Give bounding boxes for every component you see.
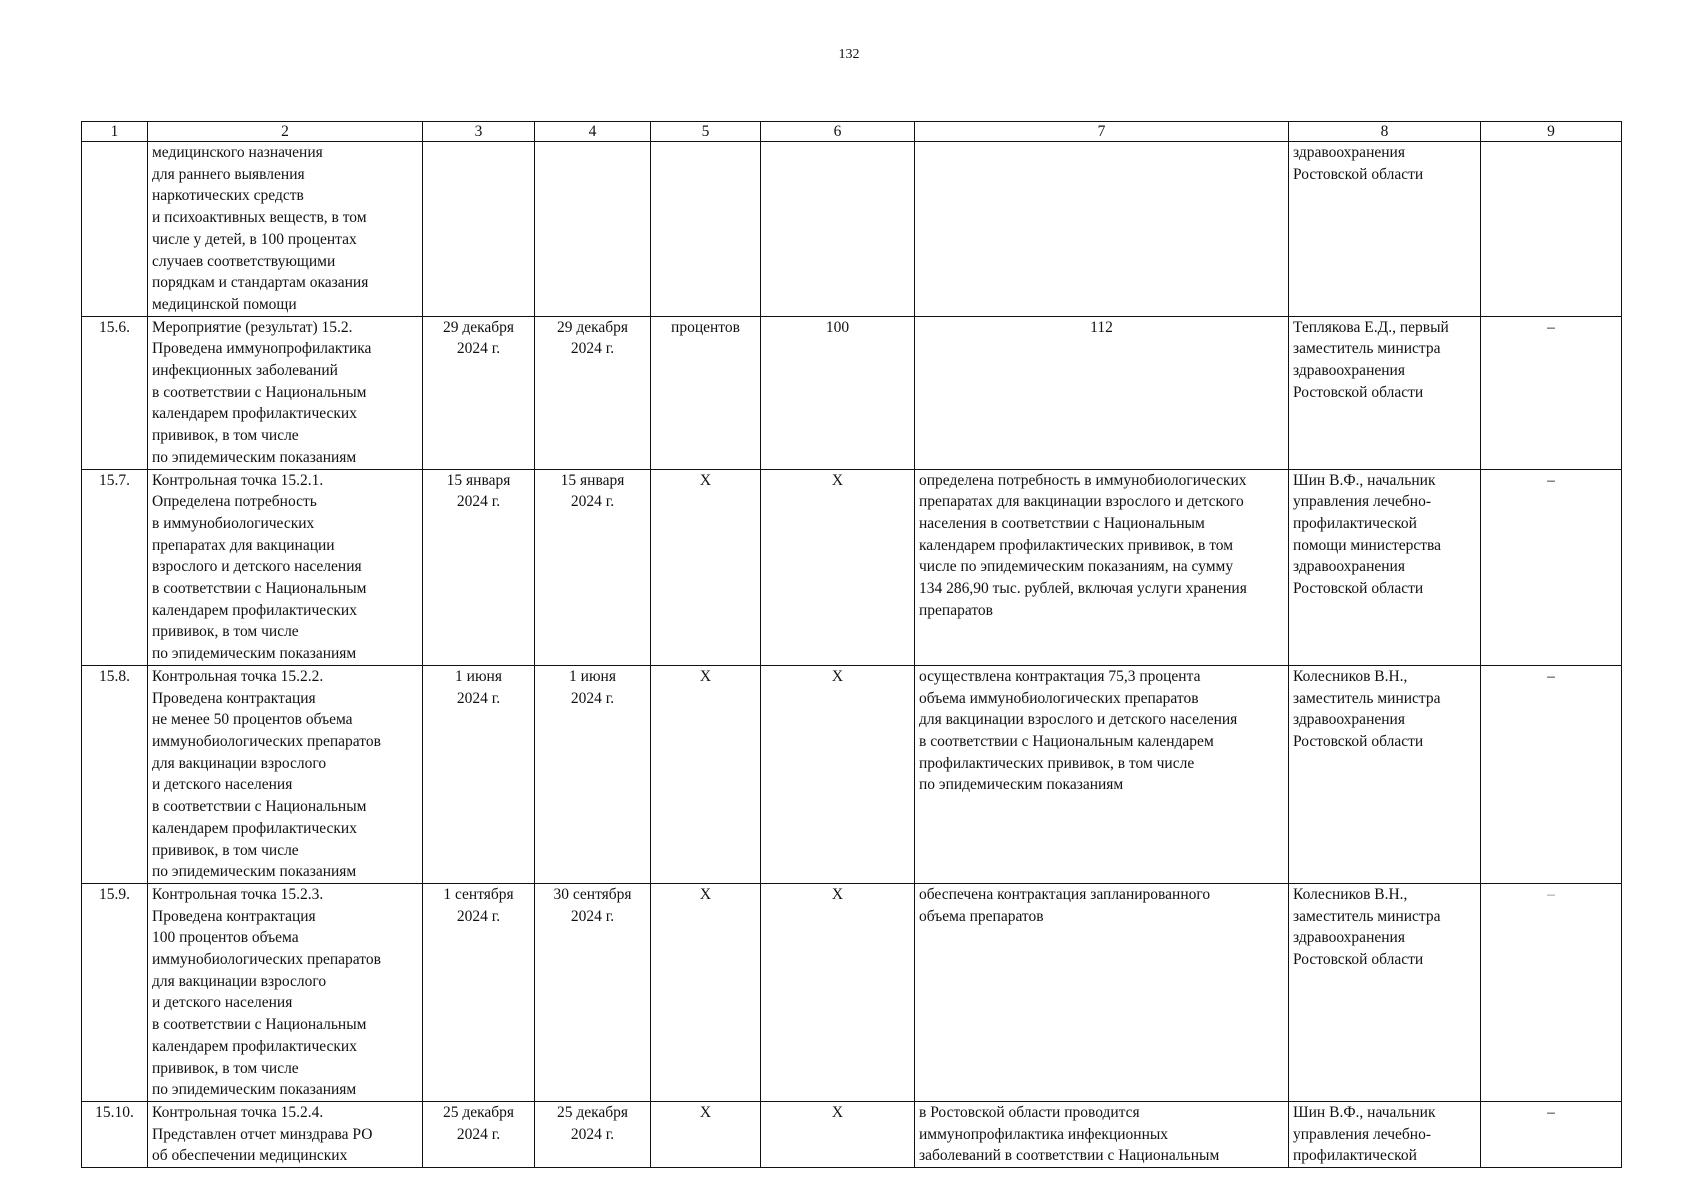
row-number [82, 142, 148, 317]
row-end-date: 1 июня 2024 г. [535, 665, 651, 883]
row-unit: Х [651, 1101, 761, 1167]
table-row [82, 142, 1622, 317]
row-responsible: Теплякова Е.Д., первый заместитель министра здравоохранения Ростовской области [1289, 316, 1481, 469]
row-result: 112 [915, 316, 1289, 469]
column-header: 5 [651, 122, 761, 142]
row-end-date: 25 декабря 2024 г. [535, 1101, 651, 1167]
row-responsible: Колесников В.Н., заместитель министра здравоохранения Ростовской области [1289, 883, 1481, 1101]
column-header: 7 [915, 122, 1289, 142]
row-name: Контрольная точка 15.2.4. Представлен отчет минздрава РО об обеспечении медицинских [148, 1101, 423, 1167]
column-header: 2 [148, 122, 423, 142]
row-responsible: Шин В.Ф., начальник управления лечебно- профилактической [1289, 1101, 1481, 1167]
row-unit: процентов [651, 316, 761, 469]
report-table [81, 121, 1622, 1168]
row-responsible: здравоохранения Ростовской области [1289, 142, 1481, 317]
table-row [82, 665, 1622, 883]
row-plan: Х [761, 883, 915, 1101]
row-note: – [1481, 883, 1622, 1101]
row-responsible: Колесников В.Н., заместитель министра здравоохранения Ростовской области [1289, 665, 1481, 883]
row-result: обеспечена контрактация запланированного объема препаратов [915, 883, 1289, 1101]
row-responsible: Шин В.Ф., начальник управления лечебно- профилактической помощи министерства здравоохранения Ростовской области [1289, 469, 1481, 665]
column-header: 6 [761, 122, 915, 142]
row-name: Контрольная точка 15.2.1. Определена потребность в иммунобиологических препаратах для вакцинации взрослого и детского населения в соответствии с Национальным календарем профилактических прививок, в том числе по эпидемическим показаниям [148, 469, 423, 665]
row-start-date: 29 декабря 2024 г. [423, 316, 535, 469]
row-name: медицинского назначения для раннего выявления наркотических средств и психоактивных веществ, в том числе у детей, в 100 процентах случаев соответствующими порядкам и стандартам оказания медицинской помощи [148, 142, 423, 317]
row-result: определена потребность в иммунобиологических препаратах для вакцинации взрослого и детского населения в соответствии с Национальным календарем профилактических прививок, в том числе по эпидемическим показаниям, на сумму 134 286,90 тыс. рублей, включая услуги хранения препаратов [915, 469, 1289, 665]
row-name: Контрольная точка 15.2.3. Проведена контрактация 100 процентов объема иммунобиологических препаратов для вакцинации взрослого и детского населения в соответствии с Национальным календарем профилактических прививок, в том числе по эпидемическим показаниям [148, 883, 423, 1101]
row-result: в Ростовской области проводится иммунопрофилактика инфекционных заболеваний в соответствии с Национальным [915, 1101, 1289, 1167]
column-number-header-row [82, 122, 1622, 142]
column-header: 3 [423, 122, 535, 142]
row-start-date: 25 декабря 2024 г. [423, 1101, 535, 1167]
table-row [82, 316, 1622, 469]
row-note: – [1481, 316, 1622, 469]
row-start-date [423, 142, 535, 317]
row-name: Контрольная точка 15.2.2. Проведена контрактация не менее 50 процентов объема иммунобиологических препаратов для вакцинации взрослого и детского населения в соответствии с Национальным календарем профилактических прививок, в том числе по эпидемическим показаниям [148, 665, 423, 883]
row-number: 15.9. [82, 883, 148, 1101]
row-unit: Х [651, 883, 761, 1101]
row-number: 15.8. [82, 665, 148, 883]
page-number: 132 [838, 47, 860, 62]
column-header: 4 [535, 122, 651, 142]
row-note: – [1481, 469, 1622, 665]
row-plan: Х [761, 1101, 915, 1167]
row-name: Мероприятие (результат) 15.2. Проведена иммунопрофилактика инфекционных заболеваний в соответствии с Национальным календарем профилактических прививок, в том числе по эпидемическим показаниям [148, 316, 423, 469]
row-plan: Х [761, 469, 915, 665]
column-header: 8 [1289, 122, 1481, 142]
row-unit: Х [651, 665, 761, 883]
row-note: – [1481, 1101, 1622, 1167]
row-end-date: 30 сентября 2024 г. [535, 883, 651, 1101]
row-result [915, 142, 1289, 317]
row-unit [651, 142, 761, 317]
row-note: – [1481, 665, 1622, 883]
row-number: 15.6. [82, 316, 148, 469]
row-start-date: 1 сентября 2024 г. [423, 883, 535, 1101]
row-plan: Х [761, 665, 915, 883]
row-number: 15.10. [82, 1101, 148, 1167]
table-row [82, 883, 1622, 1101]
row-end-date: 15 января 2024 г. [535, 469, 651, 665]
table-row [82, 1101, 1622, 1167]
row-end-date [535, 142, 651, 317]
row-unit: Х [651, 469, 761, 665]
row-start-date: 15 января 2024 г. [423, 469, 535, 665]
row-result: осуществлена контрактация 75,3 процента объема иммунобиологических препаратов для вакцинации взрослого и детского населения в соответствии с Национальным календарем профилактических прививок, в том числе по эпидемическим показаниям [915, 665, 1289, 883]
row-plan: 100 [761, 316, 915, 469]
column-header: 9 [1481, 122, 1622, 142]
row-end-date: 29 декабря 2024 г. [535, 316, 651, 469]
table-row [82, 469, 1622, 665]
column-header: 1 [82, 122, 148, 142]
row-note [1481, 142, 1622, 317]
row-plan [761, 142, 915, 317]
row-start-date: 1 июня 2024 г. [423, 665, 535, 883]
row-number: 15.7. [82, 469, 148, 665]
